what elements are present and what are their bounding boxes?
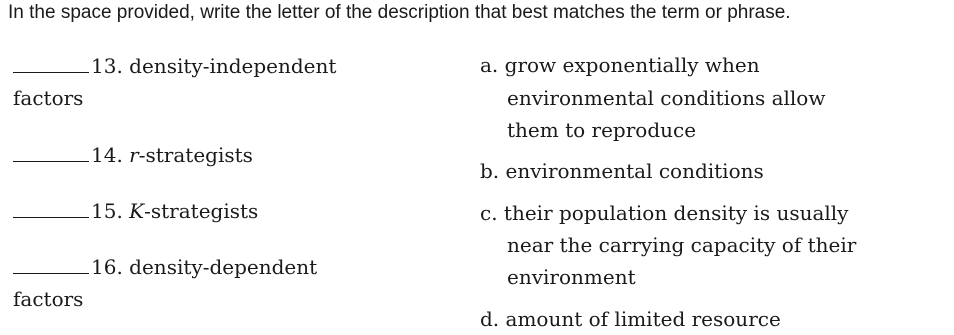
term-label: -strategists — [144, 199, 259, 223]
description-line: environmental conditions — [505, 159, 764, 183]
description-a-line-3: them to reproduce — [507, 118, 697, 142]
description-c — [480, 197, 848, 229]
description-line: their population density is usually — [503, 201, 849, 225]
term-italic-prefix: r — [129, 143, 139, 167]
answer-blank-14[interactable] — [13, 141, 89, 162]
description-a-line-2: environmental conditions allow — [507, 86, 826, 110]
answer-blank-13[interactable] — [13, 52, 89, 73]
term-label: -strategists — [138, 143, 253, 167]
term-number: 14. — [91, 143, 123, 167]
description-line: amount of limited resource — [505, 307, 781, 331]
term-label: density-independent — [129, 54, 337, 78]
description-c-line-2: near the carrying capacity of their — [507, 233, 857, 257]
term-13 — [13, 50, 336, 82]
term-number: 16. — [91, 255, 123, 279]
answer-blank-15[interactable] — [13, 197, 89, 218]
term-number: 15. — [91, 199, 123, 223]
term-number: 13. — [91, 54, 123, 78]
description-letter: c. — [480, 201, 498, 225]
description-letter: b. — [480, 159, 500, 183]
description-letter: d. — [480, 307, 500, 331]
term-italic-prefix: K — [129, 199, 145, 223]
term-14 — [13, 139, 253, 171]
term-13-continuation: factors — [13, 86, 84, 110]
description-c-line-3: environment — [507, 265, 636, 289]
answer-blank-16[interactable] — [13, 253, 89, 274]
description-a — [480, 49, 760, 81]
description-b — [480, 155, 764, 187]
term-15 — [13, 195, 258, 227]
term-16 — [13, 251, 317, 283]
instructions-text: In the space provided, write the letter of the description that best matches the term or phrase. — [8, 2, 791, 23]
term-label: density-dependent — [129, 255, 318, 279]
description-letter: a. — [480, 53, 499, 77]
description-line: grow exponentially when — [504, 53, 760, 77]
term-16-continuation: factors — [13, 287, 84, 311]
description-d — [480, 303, 781, 335]
